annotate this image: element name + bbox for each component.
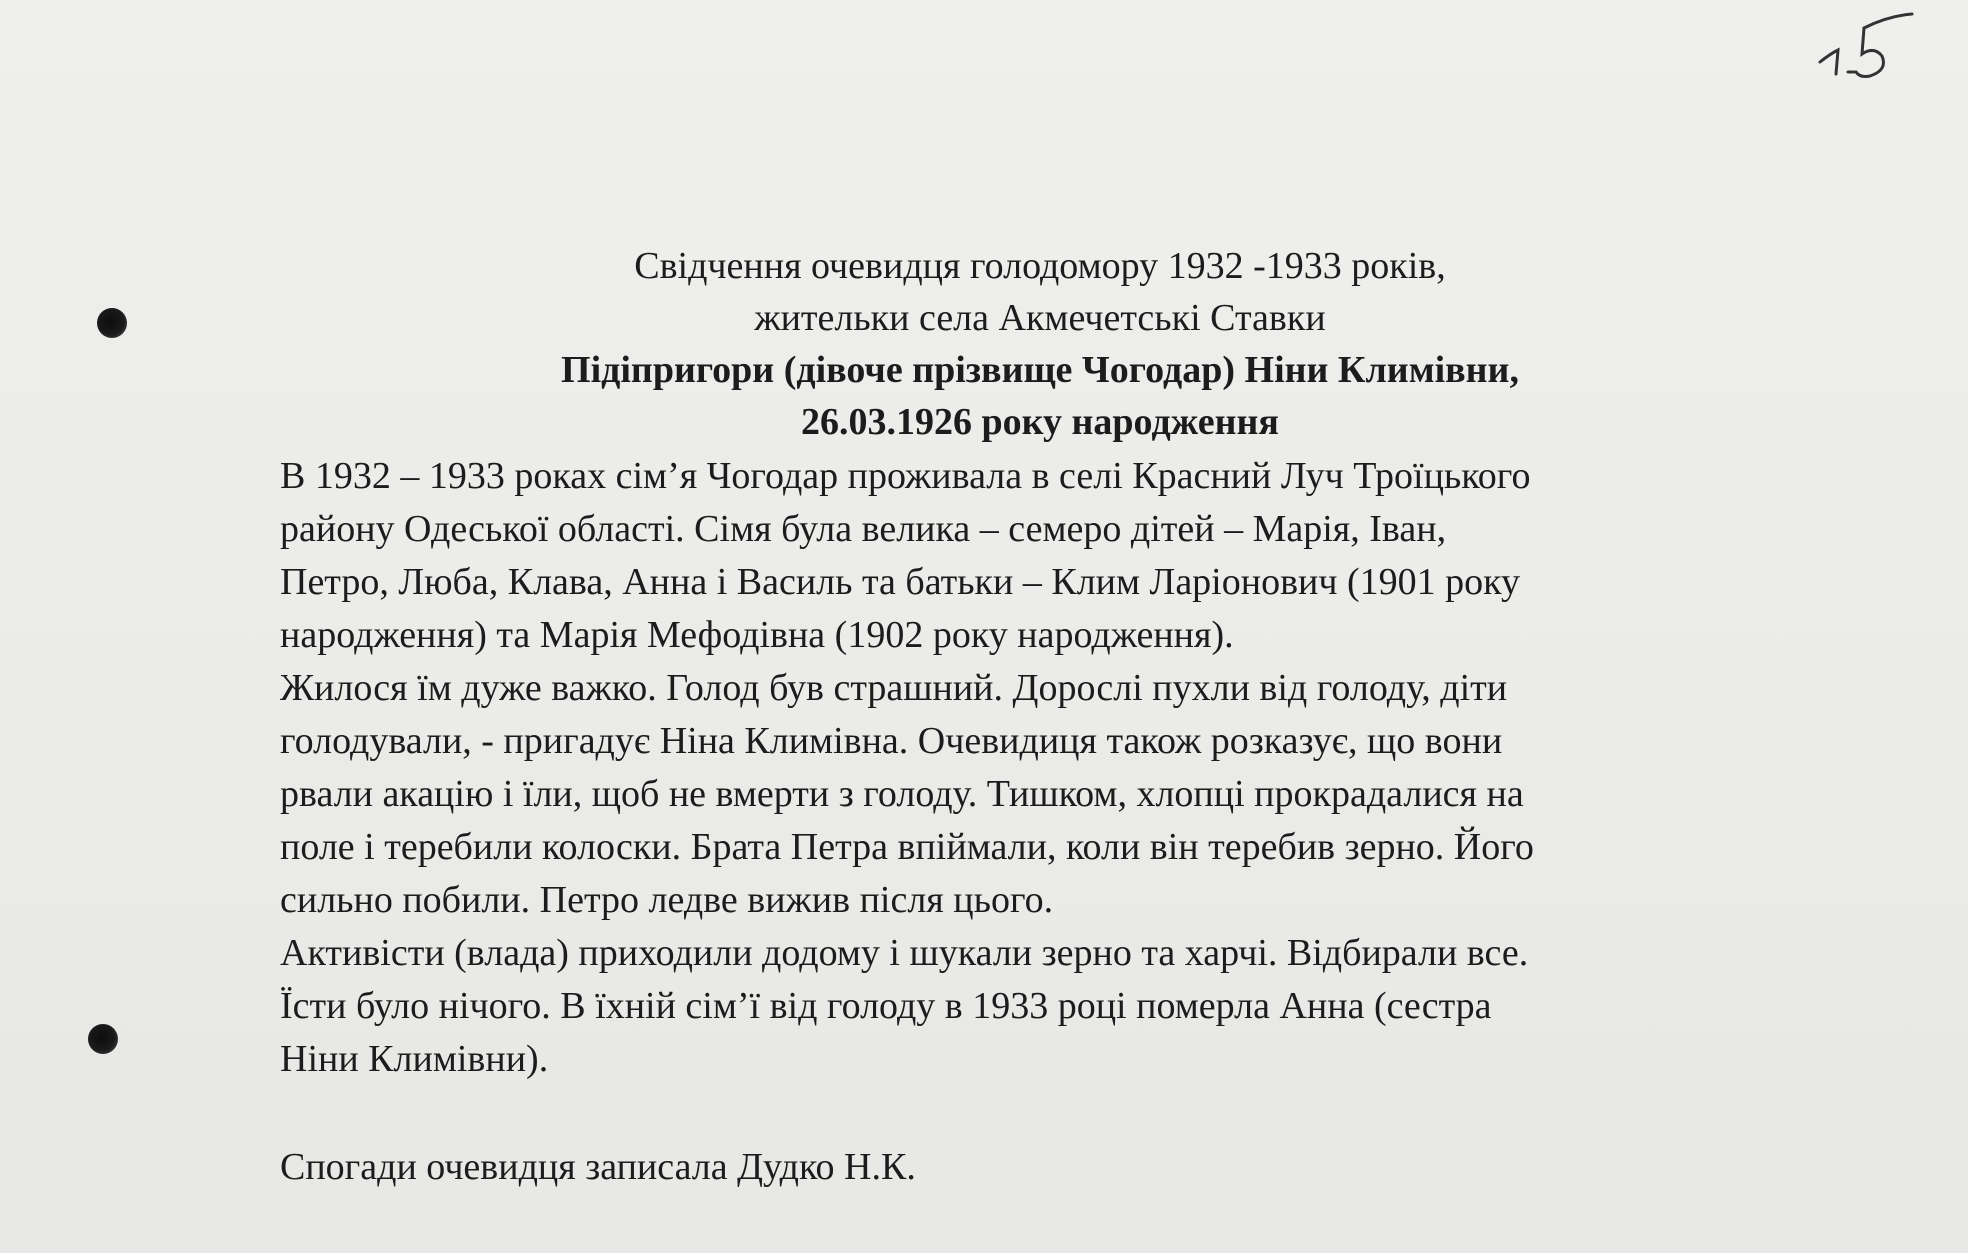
body-line: рвали акацію і їли, щоб не вмерти з голоду. Тишком, хлопці прокрадалися на bbox=[280, 773, 1524, 815]
punch-hole-top bbox=[97, 308, 127, 338]
handwritten-page-number bbox=[1808, 2, 1938, 92]
body-line: народження) та Марія Мефодівна (1902 року народження). bbox=[280, 614, 1234, 656]
heading-line-1: Свідчення очевидця голодомору 1932 -1933 років, bbox=[634, 245, 1446, 287]
heading-line-4: 26.03.1926 року народження bbox=[801, 401, 1279, 443]
body-line: сильно побили. Петро ледве вижив після цього. bbox=[280, 879, 1054, 921]
recorder-signature: Спогади очевидця записала Дудко Н.К. bbox=[280, 1146, 916, 1188]
heading-line-2: жительки села Акмечетські Ставки bbox=[754, 297, 1326, 339]
heading-line-3: Підіпригори (дівоче прізвище Чогодар) Ніни Климівни, bbox=[561, 349, 1519, 391]
punch-hole-bottom bbox=[88, 1024, 118, 1054]
body-line: району Одеської області. Сімя була велика – семеро дітей – Марія, Іван, bbox=[280, 508, 1447, 550]
body-line: Їсти було нічого. В їхній сім’ї від голоду в 1933 році померла Анна (сестра bbox=[280, 985, 1492, 1027]
body-line: В 1932 – 1933 роках сім’я Чогодар проживала в селі Красний Луч Троїцького bbox=[280, 455, 1531, 497]
body-line: Ніни Климівни). bbox=[280, 1038, 549, 1080]
body-line: Активісти (влада) приходили додому і шукали зерно та харчі. Відбирали все. bbox=[280, 932, 1529, 974]
body-line: Жилося їм дуже важко. Голод був страшний. Дорослі пухли від голоду, діти bbox=[280, 667, 1508, 709]
body-line: Петро, Люба, Клава, Анна і Василь та батьки – Клим Ларіонович (1901 року bbox=[280, 561, 1521, 603]
body-line: поле і теребили колоски. Брата Петра впіймали, коли він теребив зерно. Його bbox=[280, 826, 1534, 868]
body-line: голодували, - пригадує Ніна Климівна. Очевидиця також розказує, що вони bbox=[280, 720, 1503, 762]
